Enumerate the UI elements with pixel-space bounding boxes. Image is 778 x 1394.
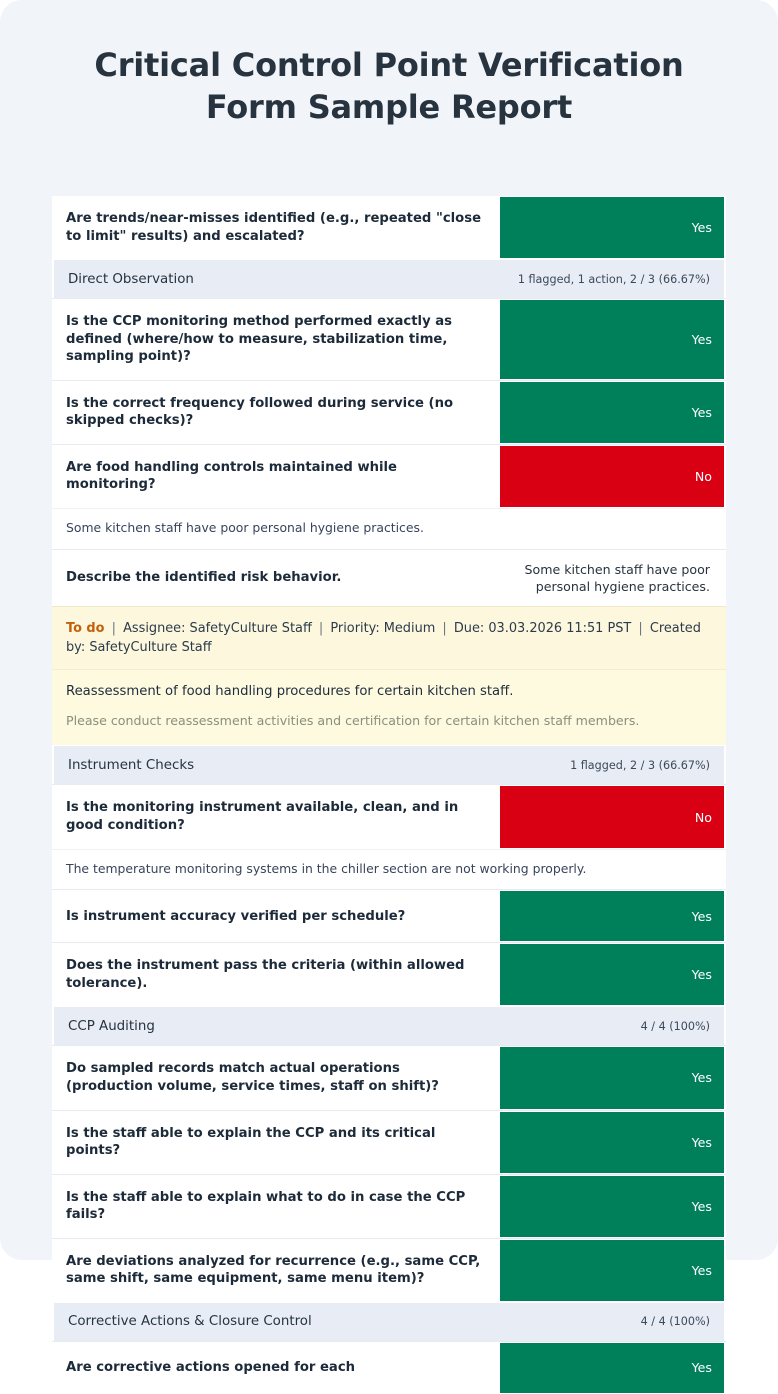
answer-yes[interactable]: Yes [500,1176,724,1237]
question-row[interactable] [52,784,726,848]
question-row[interactable] [52,1341,726,1394]
answer-yes[interactable]: Yes [500,891,724,941]
meta-separator: | [107,620,121,636]
action-due-date: Due: 03.03.2026 11:51 PST [453,620,632,636]
section-title: CCP Auditing [68,1018,155,1034]
answer-yes[interactable]: Yes [500,944,724,1005]
answer-yes[interactable]: Yes [500,1343,724,1393]
section-header [54,1006,724,1045]
action-priority: Priority: Medium [330,620,436,636]
question-row[interactable] [52,196,726,259]
question-text: Are trends/near-misses identified (e.g., repeated "close to limit" results) and escalated? [66,211,482,244]
section-title: Corrective Actions & Closure Control [68,1314,312,1330]
answer-no[interactable]: No [500,446,724,507]
answer-yes[interactable]: Yes [500,197,724,258]
section-header [54,745,724,784]
question-text: Is the CCP monitoring method performed exactly as defined (where/how to measure, stabilization time, sampling point)? [66,314,453,365]
section-score: 1 flagged, 2 / 3 (66.67%) [570,758,710,772]
question-text: Is the staff able to explain the CCP and its critical points? [66,1125,436,1159]
question-row[interactable] [52,1238,726,1302]
section-title: Direct Observation [68,271,194,287]
section-title: Instrument Checks [68,757,195,773]
answer-text[interactable]: Some kitchen staff have poor personal hygiene practices. [524,561,710,594]
question-note: The temperature monitoring systems in the chiller section are not working properly. [52,849,726,890]
page-title: Critical Control Point Verification Form Sample Report [94,46,684,127]
question-text: Describe the identified risk behavior. [66,569,342,585]
meta-separator: | [634,620,647,636]
question-text: Are deviations analyzed for recurrence (e.g., same CCP, same shift, same equipment, same menu item)? [66,1253,481,1287]
question-text: Is instrument accuracy verified per schedule? [66,908,406,924]
section-header [54,259,724,298]
action-meta[interactable] [52,606,726,670]
question-text: Is the monitoring instrument available, clean, and in good condition? [66,800,459,834]
question-text: Are food handling controls maintained while monitoring? [66,459,397,493]
question-text: Is the staff able to explain what to do in case the CCP fails? [66,1189,466,1223]
section-score: 1 flagged, 1 action, 2 / 3 (66.67%) [517,272,710,286]
action-assignee: Assignee: SafetyCulture Staff [123,620,312,636]
question-row[interactable] [52,444,726,508]
answer-yes[interactable]: Yes [500,1112,724,1173]
question-row[interactable] [52,1174,726,1238]
meta-separator: | [314,620,328,636]
section-score: 4 / 4 (100%) [640,1315,710,1329]
question-row[interactable] [52,889,726,942]
question-row[interactable] [52,380,726,444]
question-row[interactable] [52,1045,726,1109]
question-row[interactable] [52,298,726,380]
action-created-by: Created by: SafetyCulture Staff [66,620,701,656]
question-row[interactable] [52,1110,726,1174]
answer-yes[interactable]: Yes [500,1047,724,1108]
meta-separator: | [438,620,451,636]
action-status-badge: To do [66,620,105,636]
section-header [54,1302,724,1341]
question-row[interactable] [52,942,726,1006]
question-text: Do sampled records match actual operations (production volume, service times, staff on shift)? [66,1061,439,1094]
section-score: 4 / 4 (100%) [640,1019,710,1033]
answer-yes[interactable]: Yes [500,382,724,443]
answer-yes[interactable]: Yes [500,300,724,379]
answer-no[interactable]: No [500,786,724,847]
question-note: Some kitchen staff have poor personal hygiene practices. [52,508,726,549]
action-title: Reassessment of food handling procedures for certain kitchen staff. [52,669,726,705]
question-text: Are corrective actions opened for each [66,1360,356,1375]
answer-yes[interactable]: Yes [500,1240,724,1301]
question-row[interactable] [52,549,726,606]
question-text: Is the correct frequency followed during service (no skipped checks)? [66,395,454,429]
inspection-results-card [52,196,726,1394]
question-text: Does the instrument pass the criteria (within allowed tolerance). [66,958,465,991]
action-description: Please conduct reassessment activities and certification for certain kitchen staff members. [52,706,726,746]
